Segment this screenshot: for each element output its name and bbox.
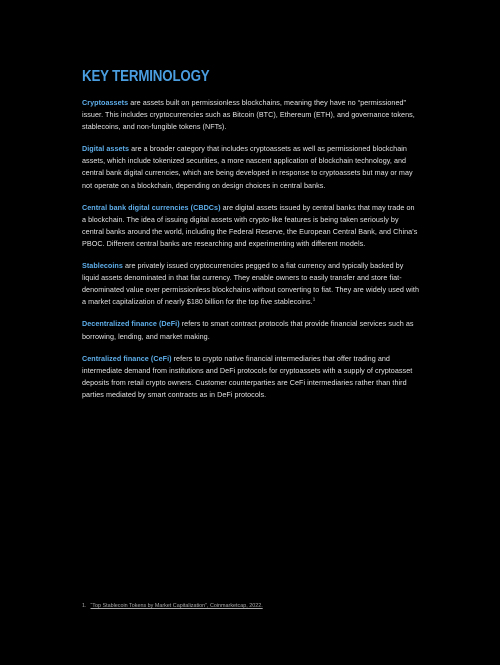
term-name: Cryptoassets bbox=[82, 98, 129, 107]
term-name: Stablecoins bbox=[82, 261, 123, 271]
page-heading: KEY TERMINOLOGY bbox=[82, 68, 210, 85]
term-cbdcs bbox=[82, 202, 420, 250]
term-definition: are privately issued cryptocurrencies pegged to a fiat currency and typically backed by liquid assets denominated in that fiat currency. They enable owners to easily transfer and store fiat-denominated value over permissionless blockchains without converting to fiat. They are widely used with a market capitalization of nearly $180 billion for the top five stablecoins. bbox=[82, 261, 420, 307]
footnote-reference[interactable]: 1 bbox=[312, 296, 316, 302]
term-name: Decentralized finance (DeFi) bbox=[82, 319, 180, 329]
footnote-number: 1. bbox=[82, 603, 87, 609]
term-definition: refers to smart contract protocols that provide financial services such as borrowing, lending, and market making. bbox=[82, 319, 414, 341]
term-definition: are a broader category that includes cryptoassets as well as permissioned blockchain assets, which include tokenized securities, a more nascent application of blockchain technology, and central bank digital currencies, which are being developed in response to cryptoassets but may or may not operate on a blockchain, depending on design choices in central banks. bbox=[82, 144, 413, 190]
term-stablecoins bbox=[82, 260, 420, 308]
term-name: Centralized finance (CeFi) bbox=[82, 353, 172, 363]
footnote-link[interactable]: “Top Stablecoin Tokens by Market Capitalization”, Coinmarketcap, 2022. bbox=[90, 603, 263, 609]
terminology-list bbox=[82, 97, 420, 411]
term-defi bbox=[82, 318, 420, 342]
term-definition: are assets built on permissionless blockchains, meaning they have no “permissioned” issuer. This includes cryptocurrencies such as Bitcoin (BTC), Ethereum (ETH), and governance tokens, stablecoins, and non-fungible tokens (NFTs). bbox=[82, 98, 415, 132]
term-name: Central bank digital currencies (CBDCs) bbox=[82, 202, 221, 212]
term-definition: refers to crypto native financial intermediaries that offer trading and intermediate demand from institutions and DeFi protocols for cryptoassets with a supply of cryptoasset deposits from retail crypto owners. Customer counterparties are CeFi intermediaries rather than third parties mediated by smart contracts as in DeFi protocols. bbox=[82, 353, 413, 399]
footnote bbox=[82, 603, 263, 609]
term-digital-assets bbox=[82, 143, 420, 191]
term-name: Digital assets bbox=[82, 144, 130, 154]
term-definition: are digital assets issued by central banks that may trade on a blockchain. The idea of issuing digital assets with crypto-like features is being taken seriously by central banks around the world, including the Federal Reserve, the European Central Bank, and China’s PBOC. Different central banks are researching and experimenting with different models. bbox=[82, 202, 418, 248]
term-cryptoassets bbox=[82, 97, 420, 133]
term-cefi bbox=[82, 353, 420, 401]
